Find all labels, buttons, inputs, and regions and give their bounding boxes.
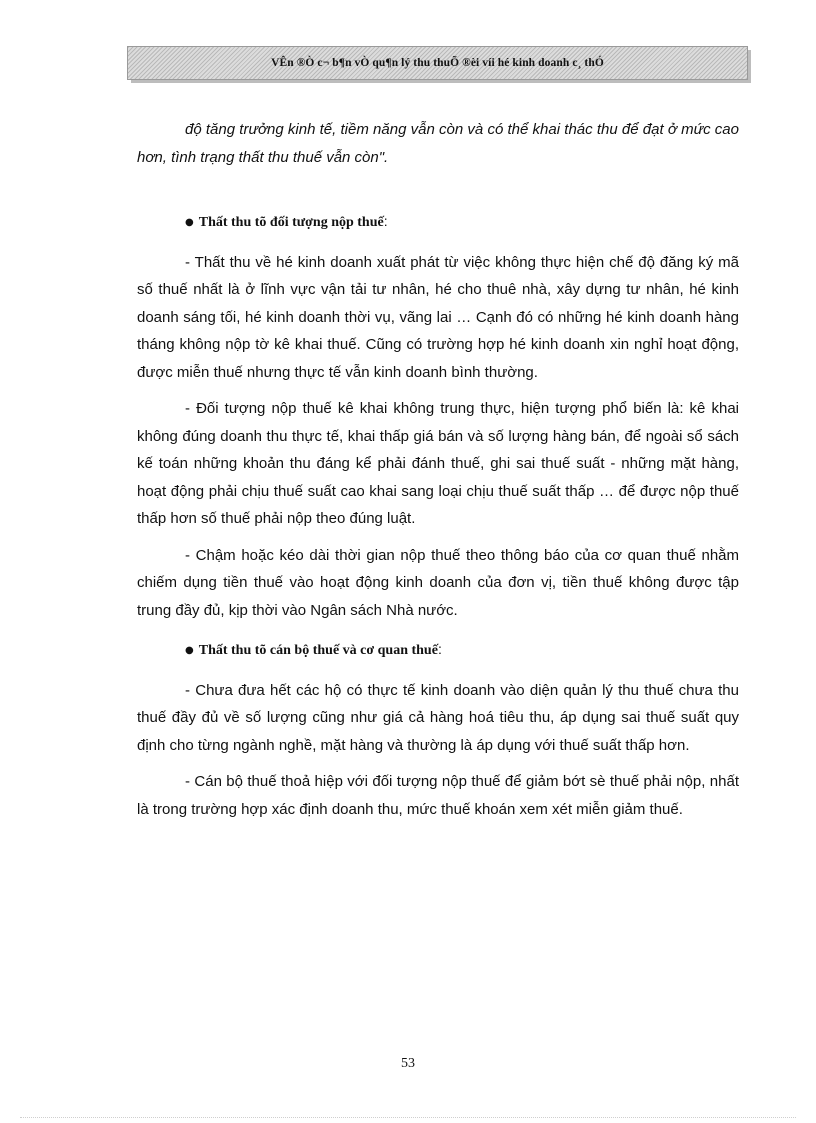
section-heading-text: Thất thu tõ đối tượng nộp thuế	[198, 215, 384, 230]
section-heading-colon: :	[383, 213, 388, 229]
section-heading-tax-officials	[137, 636, 739, 665]
intro-paragraph: độ tăng trưởng kinh tế, tiềm năng vẫn còn và có thể khai thác thu để đạt ở mức cao hơn, tình trạng thất thu thuế vẫn còn".	[137, 121, 739, 166]
paragraph: - Chậm hoặc kéo dài thời gian nộp thuế theo thông báo của cơ quan thuế nhằm chiếm dụng tiền thuế vào hoạt động kinh doanh của đơn vị, tiền thuế không được tập trung đầy đủ, kịp thời vào Ngân sách Nhà nước.	[137, 546, 739, 619]
page-number: 53	[401, 1056, 415, 1071]
section-heading-colon: :	[437, 641, 442, 657]
document-body	[137, 116, 739, 832]
section-heading-text: Thất thu tõ cán bộ thuế và cơ quan thuế	[198, 643, 438, 658]
bullet-dot-icon: ●	[185, 217, 194, 228]
paragraph: - Chưa đưa hết các hộ có thực tế kinh doanh vào diện quản lý thu thuế chưa thu thuế đầy đủ về số lượng cũng như giá cả hàng hoá tiêu thu, áp dụng sai thuế suất quy định cho từng ngành nghề, mặt hàng và thường là áp dụng với thuế suất thấp hơn.	[137, 681, 739, 754]
section-heading-taxpayer	[137, 208, 739, 237]
bullet-dot-icon: ●	[185, 645, 194, 656]
running-header	[127, 46, 748, 80]
header-shadow	[131, 80, 751, 83]
paragraph: - Cán bộ thuế thoả hiệp với đối tượng nộp thuế để giảm bớt sè thuế phải nộp, nhất là trong trường hợp xác định doanh thu, mức thuế khoán xem xét miễn giảm thuế.	[137, 773, 739, 818]
footer-divider	[20, 1117, 796, 1118]
paragraph: - Thất thu về hé kinh doanh xuất phát từ việc không thực hiện chế độ đăng ký mã số thuế nhất là ở lĩnh vực vận tải tư nhân, hé cho thuê nhà, xây dựng tư nhân, hé kinh doanh sáng tối, hé kinh doanh thời vụ, vãng lai … Cạnh đó có những hé kinh doanh hàng tháng không nộp tờ kê khai thuế. Cũng có trường hợp hé kinh doanh xin nghỉ hoạt động, được miễn thuế nhưng thực tế vẫn kinh doanh bình thường.	[137, 253, 739, 381]
paragraph: - Đối tượng nộp thuế kê khai không trung thực, hiện tượng phổ biến là: kê khai không đúng doanh thu thực tế, khai thấp giá bán và số lượng hàng bán, để ngoài sổ sách kế toán những khoản thu đáng kể phải đánh thuế, ghi sai thuế suất - những mặt hàng, hoạt động phải chịu thuế suất cao khai sang loại chịu thuế suất thấp … để được nộp thuế thấp hơn số thuế phải nộp theo đúng luật.	[137, 400, 739, 527]
running-header-title: VÊn ®Ò c¬ b¶n vÒ qu¶n lý thu thuÕ ®èi víi hé kinh doanh c¸ thÓ	[271, 57, 604, 69]
header-shadow	[748, 50, 751, 82]
section-spacer	[137, 180, 739, 208]
